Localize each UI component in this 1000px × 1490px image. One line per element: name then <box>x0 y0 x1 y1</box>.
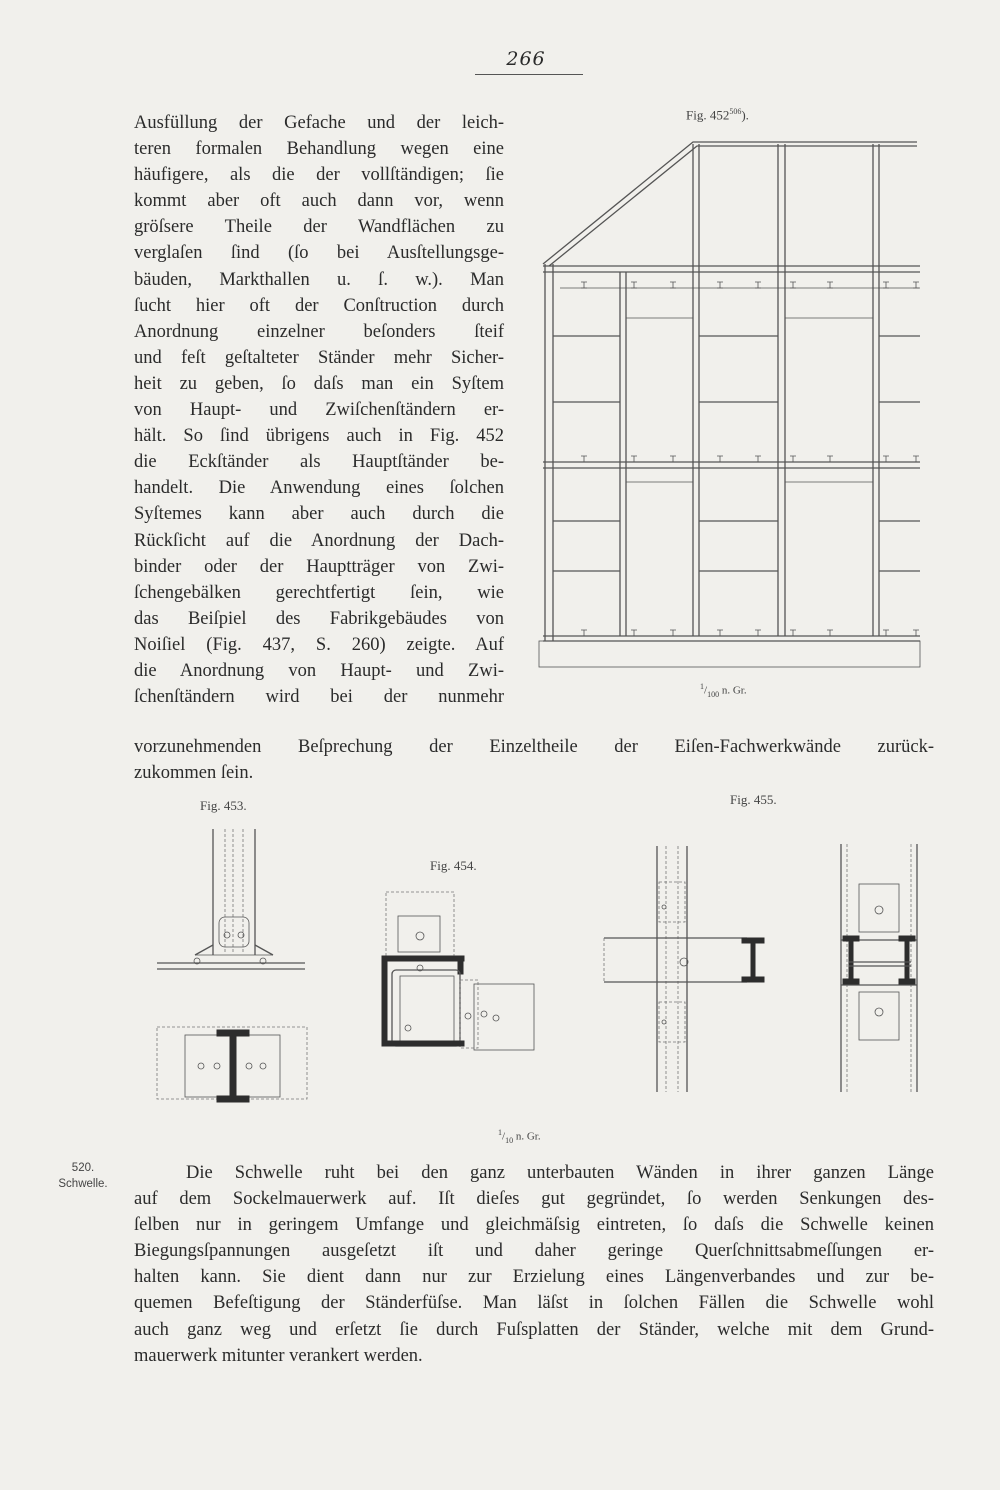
text-line: zukommen ſein. <box>134 763 254 784</box>
text-line: häufigere, als die der vollſtändigen; ſie <box>134 165 504 186</box>
text-line: Die Schwelle ruht bei den ganz unterbauten Wänden in ihrer ganzen Länge <box>186 1163 934 1183</box>
text-line: quemen Befeſtigung der Ständerfüſse. Man läſst in ſolchen Fällen die Schwelle wohl <box>134 1293 934 1314</box>
text-line: und feſt geſtalteter Ständer mehr Sicher- <box>134 347 504 368</box>
text-line: vorzunehmenden Beſprechung der Einzeltheile der Eiſen-Fachwerkwände zurück- <box>134 737 934 757</box>
text-line: Anordnung einzelner beſonders ſteif <box>134 321 504 342</box>
text-line: ſucht hier oft der Conſtruction durch <box>134 295 504 316</box>
margin-note-number: 520. <box>71 1162 95 1174</box>
text-line: von Haupt- und Zwiſchenſtändern er- <box>134 400 504 421</box>
text-line: ſelben nur in geringem Umfange und gleichmäſsig eintreten, ſo daſs die Schwelle keinen <box>134 1215 934 1236</box>
paragraph-1-column <box>134 110 504 710</box>
fig-454-caption: Fig. 454. <box>430 858 477 873</box>
text-line: Syſtemes kann aber auch durch die <box>134 504 504 525</box>
text-line: gröſsere Theile der Wandflächen zu <box>134 217 504 238</box>
fig-453-drawing <box>155 825 310 1107</box>
fig-453-caption: Fig. 453. <box>200 798 247 813</box>
fig-452-scale-den: 100 <box>707 689 720 699</box>
margin-note <box>52 1160 114 1192</box>
text-line: teren formalen Behandlung wegen eine <box>134 139 504 160</box>
margin-note-title: Schwelle. <box>58 1178 108 1190</box>
fig-455-caption: Fig. 455. <box>730 792 777 807</box>
header-rule <box>475 74 583 75</box>
fig-454-drawing <box>378 888 543 1058</box>
text-line: auch ganz weg und erſetzt ſie durch Fuſsplatten der Ständer, welche mit dem Grund- <box>134 1319 934 1340</box>
fig-452-scale: $^1/_{100}$ n. Gr. <box>700 682 747 699</box>
fig-452-scale-num: 1 <box>700 682 704 691</box>
paragraph-2 <box>134 1160 934 1369</box>
text-line: mauerwerk mitunter verankert werden. <box>134 1345 423 1366</box>
fig-455-drawing-left <box>602 842 772 1097</box>
fig-452-suffix: ). <box>741 107 749 123</box>
page-number: 266 <box>506 48 546 70</box>
small-figures-scale: $^1/_{10}$ n. Gr. <box>498 1128 541 1145</box>
fig-452-caption <box>686 107 749 123</box>
text-line: handelt. Die Anwendung eines ſolchen <box>134 478 504 499</box>
paragraph-1-continuation <box>134 734 934 786</box>
text-line: binder oder der Hauptträger von Zwi- <box>134 556 504 577</box>
text-line: Rückſicht auf die Anordnung der Dach- <box>134 530 504 551</box>
small-scale-den: 10 <box>505 1135 514 1145</box>
text-line: Noiſiel (Fig. 437, S. 260) zeigte. Auf <box>134 634 504 655</box>
text-line: kommt aber oft auch dann vor, wenn <box>134 191 504 212</box>
text-line: verglaſen ſind (ſo bei Ausſtellungsge- <box>134 243 504 264</box>
text-line: ſchengebälken gerechtfertigt ſein, wie <box>134 582 504 603</box>
small-scale-num: 1 <box>498 1128 502 1137</box>
fig-455-drawing-right <box>835 840 930 1098</box>
text-line: hält. So ſind übrigens auch in Fig. 452 <box>134 426 504 447</box>
text-line: heit zu geben, ſo daſs man ein Syſtem <box>134 373 504 394</box>
fig-452-scale-text: n. Gr. <box>721 684 747 697</box>
text-line: Biegungsſpannungen ausgeſetzt iſt und daher geringe Querſchnittsabmeſſungen er- <box>134 1241 934 1262</box>
text-line: ſchenſtändern wird bei der nunmehr <box>134 687 504 708</box>
text-line: die Eckſtänder als Hauptſtänder be- <box>134 452 504 473</box>
fig-452-footnote: 506 <box>729 107 742 116</box>
fig-452-drawing <box>535 136 930 676</box>
fig-452-label: Fig. 452 <box>686 107 730 123</box>
text-line: halten kann. Sie dient dann nur zur Erzielung eines Längenverbandes und zur be- <box>134 1267 934 1288</box>
text-line: das Beiſpiel des Fabrikgebäudes von <box>134 608 504 629</box>
text-line: auf dem Sockelmauerwerk auf. Iſt dieſes gut gegründet, ſo werden Senkungen des- <box>134 1189 934 1210</box>
text-line: Ausfüllung der Gefache und der leich- <box>134 113 504 133</box>
small-scale-text: n. Gr. <box>515 1130 541 1143</box>
text-line: bäuden, Markthallen u. ſ. w.). Man <box>134 269 504 290</box>
text-line: die Anordnung von Haupt- und Zwi- <box>134 660 504 681</box>
